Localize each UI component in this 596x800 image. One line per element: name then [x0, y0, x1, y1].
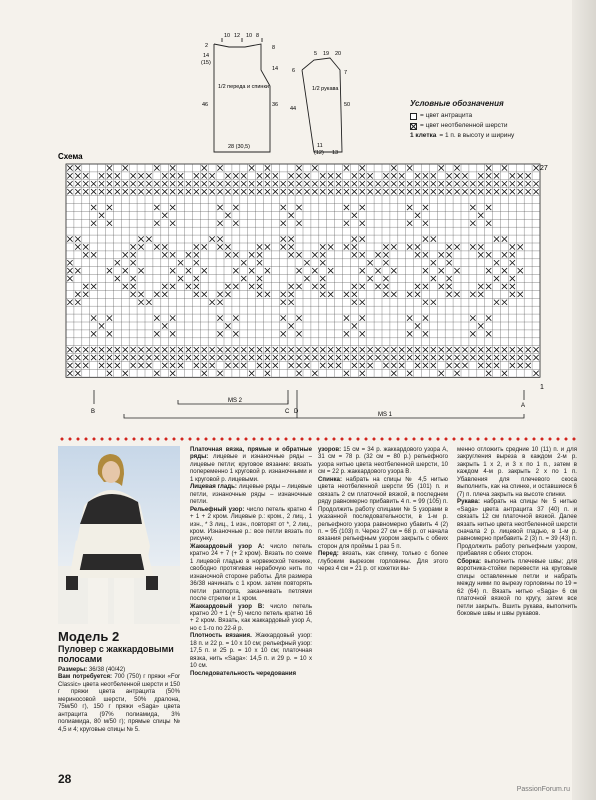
- front-right-a: 8: [272, 45, 276, 51]
- col1-para-4: [190, 603, 312, 633]
- col1-para-3: [190, 543, 312, 603]
- text-column-3: [457, 446, 577, 776]
- col1-head-4: Жаккардовый узор В:: [190, 602, 265, 610]
- col3-para-1: [457, 498, 577, 558]
- sleeve-right-a: 7: [344, 70, 348, 76]
- col2-para-2: [318, 550, 448, 572]
- sleeve-piece: [302, 58, 342, 152]
- col1-para-5: [190, 632, 312, 669]
- legend-item-anthracite: [410, 111, 570, 121]
- col1-head-1: Лицевая гладь:: [190, 483, 237, 491]
- pattern-schematic: [190, 30, 370, 158]
- model-subtitle: Пуловер с жаккардовыми полосами: [58, 644, 174, 664]
- col2-body-0: 15 см = 34 р. жаккардового узора А, 31 см = 78 р. (32 см = 80 р.) рельефного узора нитью цвета неотбеленной шерсти, 10 см = 22 р. жаккардового узора В.: [318, 446, 448, 476]
- model-photo: [58, 446, 180, 624]
- sleeve-bottom-a: 11: [317, 143, 323, 149]
- empty-cell-icon: [410, 113, 417, 120]
- sleeve-top-a: 5: [314, 51, 318, 57]
- col1-body-2: число петель кратно 4 + 1 + 2 кром. Лицевые р.: кром., 2 лиц., 1 изн., * 3 лиц., 1 изн., повторят от *, 2 лиц., кром. Изнаночные р.: все петли вязать по рисунку.: [190, 505, 312, 543]
- front-top-b: 12: [234, 33, 241, 39]
- front-label-line: 1/2 переда и спинки: [218, 84, 269, 90]
- sleeve-right-b: 50: [344, 102, 351, 108]
- col1-body-0: лицевые и изнаночные ряды – лицевые петли; круговое вязание: вязать попеременно 1 круговой р. изнаночными и 1 круговой р. лицевыми.: [190, 453, 312, 483]
- col3-body-0: менно отложить средние 10 (11) п. и для закругления выреза в каждом 2-м р. закрыть 1 х 2, и 3 х по 1 п., затем в каждом 4-м р. закрыть 2 х по 1 п. Убавления для плечевого скоса выполнить, как на спинке, и оставшиеся 6 (7) п. плеча закрыть на высоте спинки.: [457, 446, 577, 498]
- page-number: 28: [58, 772, 72, 786]
- col1-para-1: [190, 483, 312, 505]
- model-title: Модель 2: [58, 629, 120, 644]
- sleeve-top-b: 19: [323, 51, 330, 57]
- materials-head-0: Размеры:: [58, 666, 88, 673]
- chart-repeat-brackets: [94, 390, 524, 418]
- col3-head-1: Рукава:: [457, 498, 480, 506]
- materials-body-0: 36/38 (40/42): [87, 666, 126, 673]
- col1-para-2: [190, 506, 312, 543]
- sleeve-left-b: 44: [290, 106, 297, 112]
- sleeve-left-a: 6: [292, 68, 296, 74]
- chart-grid: [66, 164, 540, 377]
- chart-ms2-label: MS 2: [228, 398, 243, 404]
- col3-body-1: набрать на спицы № 5 нитью «Saga» цвета антрацита 37 (40) п. и связать 12 см платочной вязкой. Далее вязать нитью цвета неотбеленной шерсти сначала 2 р. лицевой гладью, в 1-м р. равномерно прибавить 2 (3) п. = 39 (43) п. Продолжить работу рельефным узором, прибавляя с обеих сторон.: [457, 498, 577, 558]
- col2-para-1: [318, 476, 448, 551]
- materials-para-1: [58, 673, 180, 733]
- legend-item-anthracite-label: = цвет антрацита: [420, 112, 473, 119]
- materials-head-1: Вам потребуется:: [58, 673, 113, 681]
- legend: [410, 99, 570, 141]
- col1-body-5: Жаккардовый узор: 18 п. и 22 р. = 10 x 10 см; рельефный узор: 17,5 п. и 25 р. = 10 x 10 см; платочная вязка, нить «Saga»: 14,5 п. и 29 р. = 10 x 10 см.: [190, 632, 312, 670]
- col1-head-5: Плотность вязания.: [190, 632, 252, 640]
- chart-title: Схема: [58, 152, 83, 161]
- col2-body-1: набрать на спицы № 4,5 нитью цвета неотбеленной шерсти 95 (101) п. и связать 2 см платочной вязкой, в последнем ряду равномерно прибавить 4 п. = 99 (105) п. Продолжить работу спицами № 5 узорами в указанной последовательности, в 1-м р. рельефного узора равномерно убавить 4 (2) п. = 95 (103) п. Через 27 см = 68 р. от начала вязания рельефным узором закрыть с обеих сторон для проймы 1 раз 5 п.: [318, 475, 448, 550]
- front-left-d: 46: [202, 102, 209, 108]
- front-top-c: 10: [246, 33, 253, 39]
- sleeve-bottom-b: (12): [314, 150, 324, 156]
- chart-label-b: B: [91, 409, 96, 415]
- col2-para-0: [318, 446, 448, 476]
- col2-head-1: Спинка:: [318, 475, 342, 483]
- chart-ms1-label: MS 1: [378, 412, 393, 418]
- col1-head-3: Жаккардовый узор А:: [190, 542, 265, 550]
- col3-head-2: Сборка:: [457, 557, 481, 565]
- legend-title: Условные обозначения: [410, 99, 504, 108]
- knitting-chart: [58, 152, 558, 427]
- col2-head-2: Перед:: [318, 550, 339, 558]
- chart-row-first-number: 1: [540, 384, 544, 391]
- chart-label-c: C: [285, 409, 290, 415]
- chart-label-a: A: [521, 403, 526, 409]
- legend-item-scale: [410, 131, 570, 141]
- legend-scale-bold: 1 клетка: [410, 132, 437, 139]
- sleeve-bottom-c: 13: [332, 150, 339, 156]
- front-right-b: 14: [272, 66, 279, 72]
- legend-item-natural: [410, 121, 570, 131]
- text-column-materials: [58, 666, 180, 766]
- col1-head-0: Платочная вязка, прямые и обратные ряды:: [190, 446, 312, 461]
- chart-row-top-number: 27: [540, 165, 548, 172]
- front-left-b: 14: [203, 53, 210, 59]
- site-watermark: PassionForum.ru: [516, 786, 570, 793]
- front-left-a: 2: [205, 43, 209, 49]
- front-right-c: 36: [272, 102, 279, 108]
- col1-body-3: число петель кратно 24 + 7 (+ 2 кром). Вязать по схеме 1 лицевой гладью в норвежской технике, свободно протягивая нерабочую нить по изнаночной стороне работы. Для размера 36/38 начинать с 1 кром. затем повторять петли раппорта, заканчивать петлями после стрелки и 1 кром.: [190, 542, 312, 603]
- col2-body-2: вязать, как спинку, только с более глубоким вырезом горловины. Для этого через 4 см = 21 р. от кокетки вы-: [318, 550, 448, 573]
- col3-para-0: [457, 446, 577, 498]
- sleeve-piece-label: 1/2 рукава: [312, 86, 339, 92]
- col1-body-4: число петель кратно 20 + 1 (+ 5) число петель кратно 16 + 2 кром. Вязать, как жаккардовый узор А, но с 1-го по 22-й р.: [190, 602, 312, 632]
- sleeve-top-c: 20: [335, 51, 342, 57]
- front-left-c: (15): [201, 60, 211, 66]
- col1-para-6: [190, 670, 312, 677]
- dotted-divider: [58, 437, 578, 441]
- front-top-d: 8: [256, 33, 260, 39]
- cross-cell-icon: [410, 123, 417, 130]
- col3-body-2: выполнить плечевые швы; для воротника-стойки перевести на круговые спицы оставленные петли и набрать между ними по вырезу горловины по 19 = 62 (64) п. Вязать нитью «Saga» 6 см платочной вязкой по кругу, затем все петли закрыть. Вшить рукава, выполнить боковые швы и швы рукавов.: [457, 557, 577, 617]
- legend-scale-label: = 1 п. в высоту и ширину: [439, 132, 515, 139]
- col1-head-2: Рельефный узор:: [190, 505, 245, 513]
- col1-para-0: [190, 446, 312, 483]
- materials-body-1: 700 (750) г пряжи «For Classic» цвета неотбеленной шерсти и 150 г пряжи цвета антрацита (50% мериносовой шерсти, 50% дралона, 75м/50 г), 150 г пряжи «Saga» цвета антрацита (97% полиамида, 3% полиамида, 80 м/50 г); прямые спицы № 4,5 и 4; круговые спицы № 5.: [58, 673, 180, 733]
- front-back-piece: [214, 38, 270, 152]
- front-piece-label: [218, 84, 269, 90]
- chart-label-d: D: [294, 409, 299, 415]
- text-column-2: [318, 446, 448, 776]
- front-top-a: 10: [224, 33, 231, 39]
- col3-para-2: [457, 558, 577, 618]
- materials-para-0: [58, 666, 180, 673]
- col1-head-6: Последовательность чередования: [190, 669, 297, 677]
- text-column-1: [190, 446, 312, 776]
- front-bottom: 28 (30,5): [228, 144, 251, 150]
- legend-item-natural-label: = цвет неотбеленной шерсти: [420, 122, 508, 129]
- col1-body-1: лицевые ряды – лицевые петли, изнаночные ряды – изнаночные петли.: [190, 483, 312, 506]
- col2-head-0: узоров:: [318, 446, 342, 453]
